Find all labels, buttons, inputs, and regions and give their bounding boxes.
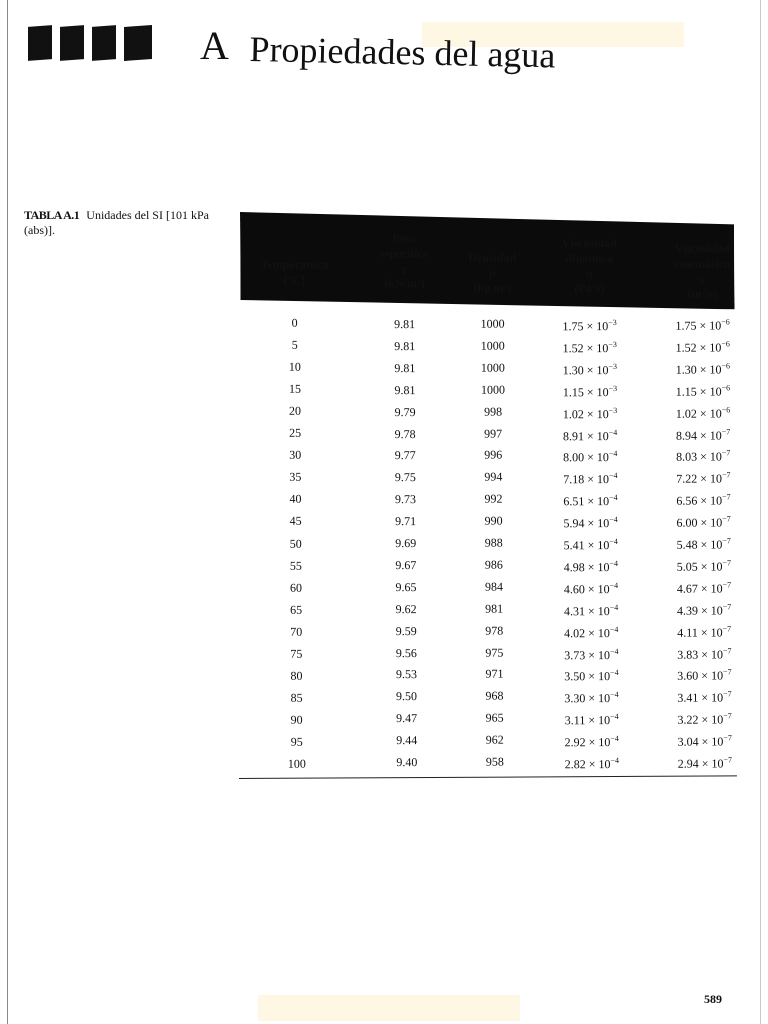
table-cell-exponent: −4: [608, 471, 618, 481]
chapter-block: [28, 25, 52, 61]
table-cell-value: 5.48 × 10: [676, 537, 723, 552]
table-cell-rho: [438, 338, 548, 354]
table-cell-value: 4.67 × 10: [676, 581, 723, 596]
table-cell-rho: [440, 732, 550, 748]
table-cell-rho: [439, 645, 549, 661]
table-cell-value: 1000: [480, 382, 505, 397]
table-cell-t: [241, 646, 351, 662]
table-cell-value: 4.31 × 10: [563, 603, 610, 618]
table-cell-value: 20: [289, 403, 302, 418]
table-cell-exponent: −4: [609, 646, 619, 656]
table-cell-t: [241, 558, 351, 574]
table-row: [237, 357, 735, 382]
table-cell-nu: [649, 624, 759, 641]
table-cell-exponent: −3: [608, 339, 617, 349]
page-edge-left: [7, 0, 8, 1024]
column-header-line: Peso: [392, 231, 416, 246]
page-number: 589: [704, 992, 722, 1006]
table-cell-eta: [536, 624, 646, 641]
table-cell-rho: [438, 448, 548, 464]
table-cell-exponent: −4: [609, 558, 619, 568]
table-cell-nu: [650, 711, 760, 728]
table-cell-t: [240, 404, 350, 420]
column-header-unit: (m²/s): [687, 286, 718, 301]
table-cell-rho: [438, 404, 548, 420]
table-cell-nu: [649, 514, 759, 531]
table-cell-exponent: −7: [722, 536, 731, 546]
table-cell-eta: [535, 362, 645, 379]
table-cell-exponent: −4: [608, 427, 618, 437]
column-header-unit: (Pa·s): [574, 281, 605, 296]
table-cell-exponent: −4: [609, 515, 618, 525]
table-cell-eta: [536, 581, 646, 598]
column-header-line: específico: [379, 245, 429, 261]
table-row: [237, 379, 735, 404]
column-header-line: Densidad: [468, 250, 517, 265]
table-cell-exponent: −6: [721, 361, 730, 371]
table-cell-value: 992: [484, 491, 503, 506]
table-cell-nu: [650, 733, 760, 750]
table-cell-t: [240, 315, 350, 331]
table-cell-value: 9.81: [394, 382, 416, 397]
table-cell-value: 30: [289, 447, 302, 463]
table-cell-rho: [438, 426, 548, 442]
column-header-line: Viscosidad: [674, 241, 730, 256]
table-cell-value: 85: [290, 690, 303, 705]
table-cell-exponent: −7: [722, 580, 732, 590]
table-cell-exponent: −3: [608, 383, 618, 393]
table-cell-value: 8.94 × 10: [675, 427, 722, 443]
table-cell-value: 9.65: [395, 579, 417, 594]
table-cell-eta: [536, 603, 646, 620]
table-cell-eta: [536, 559, 646, 576]
table-cell-value: 5.94 × 10: [563, 516, 610, 531]
table-cell-value: 1000: [480, 316, 505, 331]
table-cell-value: 9.62: [395, 601, 417, 616]
table-cell-value: 45: [289, 514, 302, 529]
table-cell-value: 40: [289, 492, 302, 507]
table-cell-exponent: −7: [722, 602, 732, 612]
table-cell-value: 70: [290, 624, 303, 639]
table-cell-value: 1.02 × 10: [562, 406, 609, 421]
table-cell-value: 6.56 × 10: [676, 493, 723, 508]
table-cell-eta: [536, 646, 646, 663]
table-cell-value: 1.30 × 10: [675, 362, 722, 377]
table-cell-value: 9.40: [396, 755, 418, 770]
table-cell-value: 975: [485, 645, 504, 660]
table-cell-value: 6.00 × 10: [676, 515, 723, 530]
column-header-line: cinemática: [674, 256, 730, 271]
table-cell-eta: [537, 690, 647, 707]
table-cell-nu: [649, 536, 759, 553]
table-cell-t: [240, 382, 350, 398]
table-cell-exponent: −7: [722, 558, 732, 568]
table-cell-eta: [537, 756, 647, 773]
table-cell-value: 7.22 × 10: [676, 471, 723, 486]
table-row: [238, 554, 736, 579]
table-cell-value: 80: [290, 668, 303, 683]
highlight-strip-bottom: [258, 995, 520, 1021]
table-cell-eta: [535, 471, 645, 488]
table-cell-t: [240, 470, 350, 486]
table-cell-exponent: −7: [723, 689, 732, 699]
table-cell-eta: [535, 493, 645, 510]
table-cell-exponent: −3: [608, 318, 617, 328]
table-cell-rho: [439, 667, 549, 683]
table-cell-value: 100: [287, 756, 306, 771]
table-row: [239, 729, 737, 754]
table-cell-exponent: −6: [721, 317, 730, 327]
table-row: [238, 532, 736, 557]
table-cell-value: 35: [289, 470, 302, 485]
table-cell-rho: [439, 535, 549, 551]
table-cell-eta: [535, 318, 645, 335]
column-header-symbol: η: [585, 266, 593, 281]
table-cell-exponent: −4: [609, 493, 618, 503]
column-header-unit: (kg/m³): [473, 280, 512, 295]
table-cell-value: 994: [484, 469, 503, 484]
table-cell-value: 9.79: [394, 404, 416, 419]
table-cell-exponent: −7: [721, 426, 731, 436]
table-cell-t: [241, 580, 351, 596]
water-properties-table: [236, 209, 737, 787]
table-cell-exponent: −7: [723, 711, 732, 721]
table-cell-value: 25: [289, 425, 302, 440]
table-cell-eta: [535, 449, 645, 466]
table-cell-eta: [536, 537, 646, 554]
table-cell-rho: [440, 711, 550, 727]
table-cell-value: 9.44: [396, 733, 418, 748]
table-cell-nu: [649, 668, 759, 685]
table-cell-t: [242, 690, 352, 706]
table-cell-rho: [438, 492, 548, 508]
table-caption-text: Unidades del SI [101 kPa (abs)].: [24, 208, 209, 237]
table-cell-value: 95: [290, 734, 303, 749]
table-cell-t: [242, 712, 352, 728]
table-cell-exponent: −7: [722, 624, 732, 634]
table-cell-value: 990: [484, 513, 503, 528]
table-cell-eta: [536, 668, 646, 685]
chapter-title: Propiedades del agua: [249, 28, 556, 76]
table-cell-value: 4.11 × 10: [677, 625, 723, 640]
table-cell-rho: [438, 470, 548, 486]
table-cell-exponent: −6: [721, 383, 731, 393]
table-cell-rho: [439, 513, 549, 529]
table-cell-nu: [648, 449, 758, 466]
table-cell-value: 3.04 × 10: [677, 734, 724, 749]
table-cell-value: 9.81: [394, 338, 416, 354]
table-cell-nu: [648, 317, 758, 334]
table-cell-value: 7.18 × 10: [563, 472, 610, 487]
table-cell-value: 8.00 × 10: [563, 450, 609, 465]
table-cell-value: 984: [484, 579, 504, 594]
table-cell-value: 3.22 × 10: [677, 712, 724, 727]
table-cell-exponent: −3: [608, 361, 617, 371]
table-caption: [24, 208, 224, 238]
table-cell-t: [240, 492, 350, 508]
table-cell-value: 2.92 × 10: [564, 735, 611, 750]
table-cell-value: 90: [290, 712, 303, 727]
table-cell-eta: [537, 712, 647, 729]
table-cell-value: 9.53: [395, 667, 417, 682]
table-row: [239, 751, 737, 776]
table-cell-exponent: −3: [608, 405, 618, 415]
table-cell-nu: [649, 580, 759, 597]
table-cell-exponent: −4: [609, 580, 619, 590]
chapter-block: [92, 25, 116, 61]
table-cell-value: 65: [290, 602, 303, 617]
table-cell-nu: [648, 361, 758, 378]
table-cell-value: 1.15 × 10: [562, 384, 609, 399]
table-cell-value: 1000: [480, 338, 505, 353]
table-cell-nu: [650, 690, 760, 707]
table-cell-rho: [438, 360, 548, 376]
column-header-symbol: ρ: [489, 265, 496, 280]
table-cell-value: 981: [485, 601, 504, 616]
table-cell-value: 978: [485, 623, 504, 638]
table-cell-value: 958: [485, 754, 504, 769]
table-row: [237, 401, 735, 426]
table-cell-exponent: −7: [723, 733, 732, 743]
table-row: [238, 510, 736, 535]
table-cell-t: [240, 448, 350, 464]
table-cell-t: [241, 668, 351, 684]
table-row: [238, 642, 736, 667]
table-cell-t: [242, 756, 352, 772]
table-cell-value: 986: [484, 557, 503, 572]
chapter-marker-blocks: [28, 26, 158, 62]
table-cell-value: 15: [288, 381, 301, 396]
table-cell-value: 971: [485, 666, 504, 682]
table-cell-value: 10: [288, 359, 301, 374]
table-cell-value: 965: [485, 710, 504, 725]
table-cell-value: 1.52 × 10: [675, 340, 722, 355]
table-cell-value: 5.41 × 10: [563, 538, 610, 553]
table-cell-value: 1.15 × 10: [675, 384, 722, 399]
table-cell-exponent: −4: [610, 712, 619, 722]
column-header-line: dinámica: [565, 251, 613, 266]
table-cell-t: [240, 426, 350, 442]
table-cell-value: 3.50 × 10: [564, 669, 611, 684]
table-cell-value: 4.39 × 10: [676, 603, 723, 618]
table-cell-value: 1000: [480, 360, 505, 375]
table-cell-nu: [648, 471, 758, 488]
table-cell-value: 0: [291, 315, 298, 330]
table-cell-exponent: −7: [721, 448, 731, 458]
table-row: [237, 445, 735, 470]
table-cell-value: 55: [289, 558, 302, 573]
table-row: [238, 664, 736, 689]
table-cell-t: [241, 624, 351, 640]
table-cell-t: [241, 536, 351, 552]
table-cell-exponent: −7: [722, 492, 731, 502]
table-row: [239, 708, 737, 733]
table-cell-nu: [648, 492, 758, 509]
table-cell-exponent: −7: [722, 645, 732, 655]
table-cell-eta: [537, 734, 647, 751]
table-cell-value: 6.51 × 10: [563, 494, 610, 509]
table-cell-nu: [650, 755, 760, 772]
table-cell-value: 997: [484, 426, 503, 441]
table-cell-value: 1.52 × 10: [562, 340, 609, 356]
table-row: [238, 620, 736, 645]
table-cell-exponent: −4: [610, 734, 619, 744]
table-cell-exponent: −7: [722, 514, 731, 524]
table-cell-nu: [648, 383, 758, 400]
table-cell-value: 2.82 × 10: [564, 757, 611, 772]
table-row: [237, 489, 735, 514]
table-cell-value: 3.30 × 10: [564, 691, 611, 706]
table-cell-value: 3.60 × 10: [677, 668, 724, 684]
table-cell-value: 996: [484, 447, 503, 463]
table-cell-value: 3.41 × 10: [677, 690, 724, 705]
column-header-unit: (kN/m³): [384, 276, 425, 291]
table-cell-value: 50: [289, 536, 302, 551]
table-cell-value: 9.77: [394, 448, 416, 463]
page-edge-right: [760, 0, 761, 1024]
table-cell-exponent: −4: [609, 624, 619, 634]
table-cell-exponent: −4: [610, 756, 620, 766]
table-cell-value: 9.69: [395, 536, 417, 551]
column-header-line: Viscosidad: [561, 236, 617, 251]
table-cell-exponent: −4: [609, 602, 619, 612]
table-cell-value: 4.02 × 10: [564, 625, 610, 640]
table-cell-value: 1.30 × 10: [562, 362, 609, 378]
table-cell-value: 75: [290, 646, 303, 661]
table-cell-value: 9.78: [394, 426, 416, 441]
table-cell-value: 3.83 × 10: [677, 646, 723, 662]
table-cell-nu: [648, 427, 758, 444]
table-cell-eta: [535, 427, 645, 444]
table-cell-t: [240, 337, 350, 353]
table-row: [237, 335, 735, 360]
table-cell-exponent: −6: [721, 339, 730, 349]
table-row: [237, 467, 735, 492]
table-cell-value: 988: [484, 535, 503, 550]
table-cell-nu: [649, 558, 759, 575]
table-cell-exponent: −4: [610, 690, 619, 700]
table-cell-value: 9.73: [394, 492, 417, 507]
column-header: [234, 257, 354, 288]
table-cell-value: 60: [289, 580, 303, 595]
table-cell-nu: [648, 405, 758, 422]
table-cell-exponent: −4: [610, 668, 619, 678]
table-cell-exponent: −7: [723, 755, 733, 765]
table-cell-exponent: −4: [608, 449, 618, 459]
table-cell-rho: [438, 316, 548, 332]
table-cell-value: 9.71: [395, 514, 417, 529]
chapter-block: [124, 25, 152, 61]
table-cell-rho: [439, 557, 549, 573]
table-cell-rho: [439, 601, 549, 617]
chapter-letter: A: [200, 23, 229, 68]
table-cell-rho: [439, 579, 549, 595]
column-header: [642, 241, 762, 302]
table-row: [238, 576, 736, 601]
table-cell-t: [241, 514, 351, 530]
table-cell-value: 9.67: [395, 557, 417, 573]
table-cell-value: 3.73 × 10: [564, 647, 610, 662]
table-cell-value: 8.03 × 10: [676, 449, 722, 465]
column-header-unit: (°C): [283, 272, 306, 287]
table-cell-exponent: −6: [721, 405, 731, 415]
table-cell-value: 1.02 × 10: [675, 406, 722, 421]
table-caption-label: TABLA A.1: [24, 208, 80, 222]
table-cell-value: 8.91 × 10: [562, 428, 609, 443]
table-cell-value: 9.81: [394, 317, 416, 332]
table-cell-eta: [535, 405, 645, 422]
table-cell-value: 4.60 × 10: [563, 581, 610, 597]
table-cell-value: 4.98 × 10: [563, 559, 610, 575]
table-cell-value: 998: [484, 404, 503, 419]
table-cell-t: [242, 734, 352, 750]
table-row: [238, 686, 736, 711]
table-cell-eta: [535, 384, 645, 401]
table-row: [237, 313, 735, 338]
table-cell-value: 1.75 × 10: [675, 318, 722, 333]
table-cell-eta: [536, 515, 646, 532]
table-cell-value: 962: [485, 732, 504, 747]
table-cell-value: 9.75: [394, 470, 416, 485]
column-header: [529, 236, 649, 297]
table-cell-eta: [535, 340, 645, 357]
table-row: [237, 423, 735, 448]
table-cell-exponent: −7: [723, 667, 732, 677]
table-cell-value: 9.56: [395, 645, 417, 660]
table-cell-t: [241, 602, 351, 618]
table-cell-value: 5.05 × 10: [676, 559, 723, 574]
column-header-symbol: ν: [699, 271, 706, 286]
table-cell-rho: [438, 382, 548, 398]
table-cell-nu: [649, 602, 759, 619]
table-cell-exponent: −4: [609, 537, 618, 547]
table-cell-value: 9.81: [394, 360, 416, 375]
column-header-symbol: γ: [401, 261, 407, 276]
table-cell-value: 9.47: [396, 711, 418, 726]
table-cell-value: 9.50: [396, 689, 418, 704]
table-cell-nu: [649, 646, 759, 663]
table-cell-value: 2.94 × 10: [677, 756, 724, 771]
table-cell-rho: [439, 623, 549, 639]
table-cell-value: 3.11 × 10: [564, 713, 611, 728]
table-cell-nu: [648, 339, 758, 356]
table-cell-rho: [440, 754, 550, 770]
table-cell-t: [240, 360, 350, 376]
table-bottom-rule: [239, 775, 737, 779]
table-cell-value: 968: [485, 688, 504, 703]
table-cell-value: 1.75 × 10: [562, 319, 609, 334]
table-cell-exponent: −7: [721, 470, 731, 480]
chapter-block: [60, 25, 84, 61]
table-row: [238, 598, 736, 623]
table-cell-value: 5: [291, 337, 298, 352]
table-cell-rho: [440, 689, 550, 705]
column-header-line: Temperatura: [260, 257, 329, 272]
table-cell-value: 9.59: [395, 623, 417, 638]
